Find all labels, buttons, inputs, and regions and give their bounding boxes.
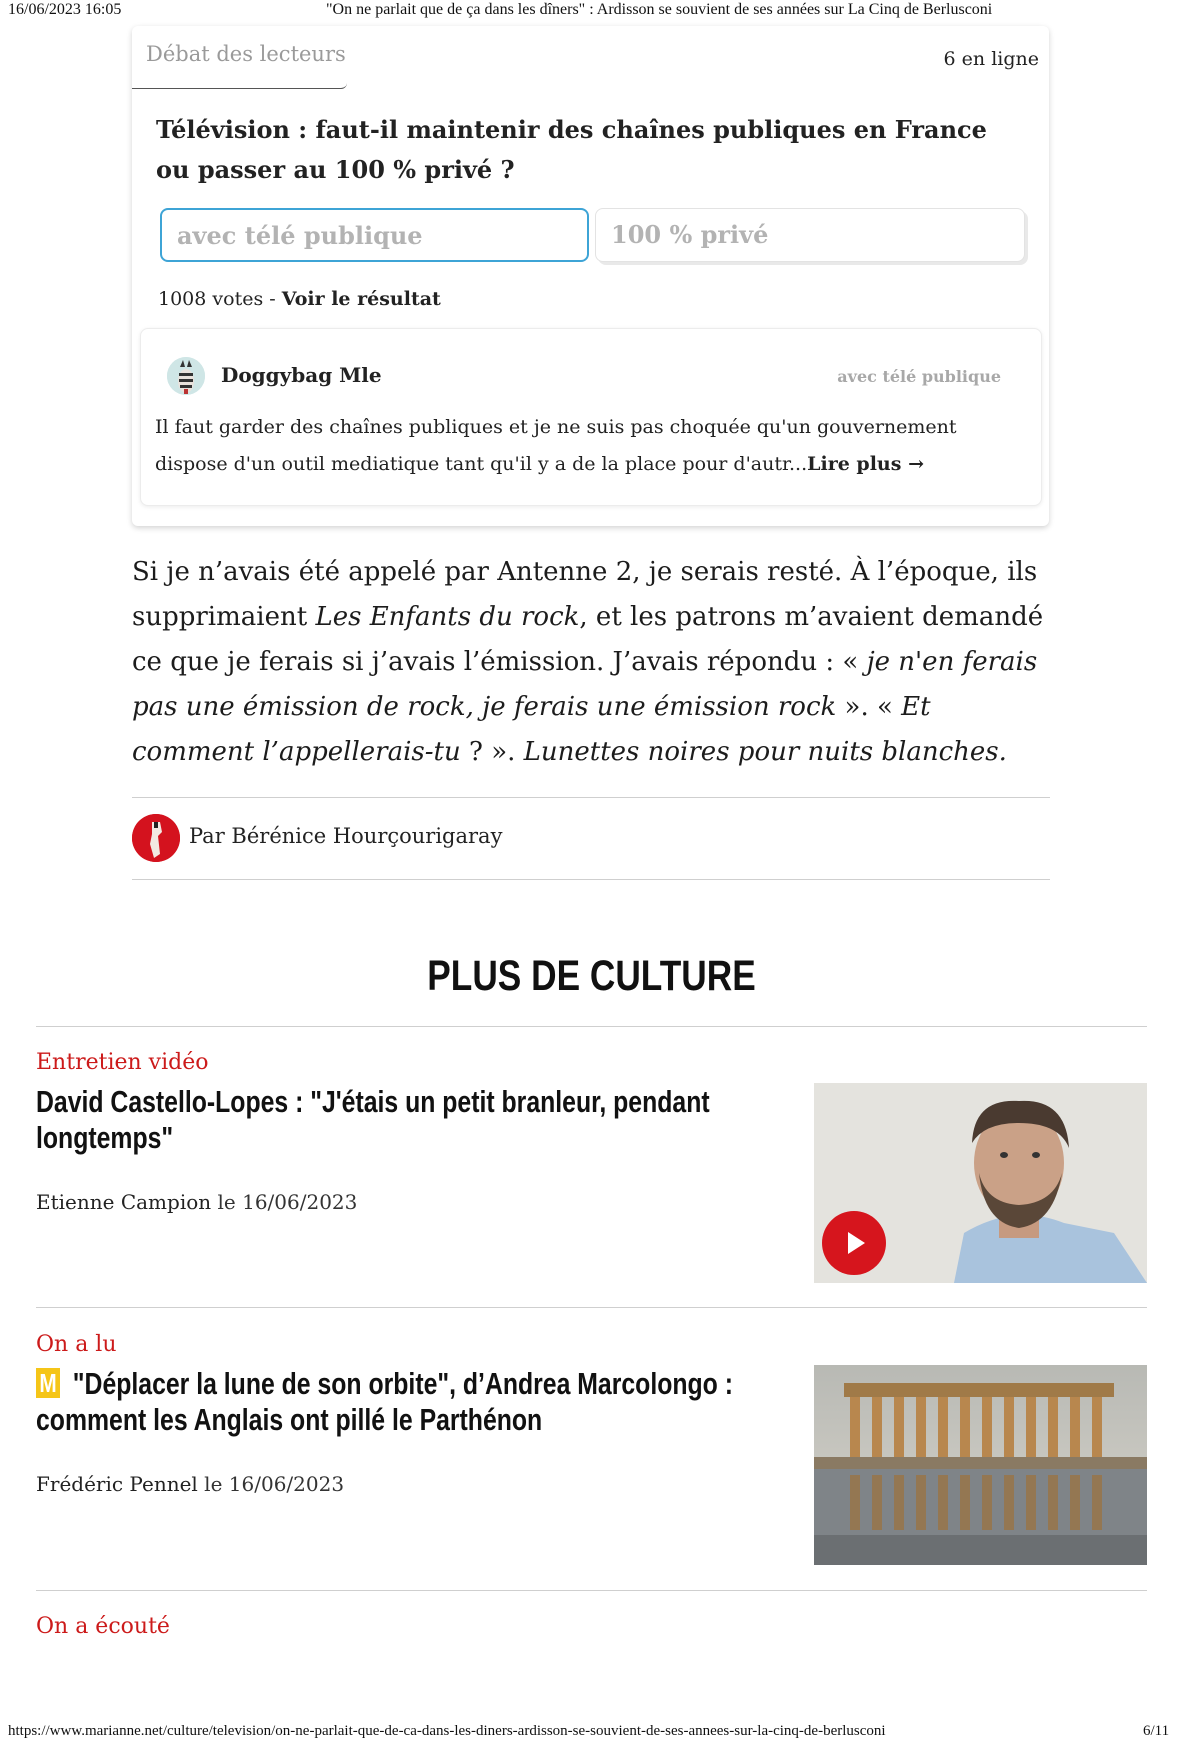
arrow-right-icon: →: [908, 453, 924, 475]
play-video-button[interactable]: [822, 1211, 886, 1275]
read-more-label: Lire plus: [807, 453, 902, 475]
article-text: , et les patrons m’avaient demandé ce que je ferais si j’avais l’émission. J’avais répondu : «: [132, 602, 1044, 677]
article-quote-italic: je n'en ferais pas une émission de rock, je ferais une émission rock: [132, 647, 1038, 722]
read-more-link[interactable]: [807, 453, 924, 475]
divider: [132, 879, 1050, 880]
article-show-title-italic: Lunettes noires pour nuits blanches.: [523, 737, 1007, 767]
online-count: 6 en ligne: [943, 48, 1039, 70]
zebra-avatar-icon: [167, 357, 205, 395]
card-headline-text: David Castello-Lopes : "J'étais un petit branleur, pendant longtemps": [36, 1084, 710, 1155]
debate-question: Télévision : faut-il maintenir des chaînes publiques en France ou passer au 100 % privé ?: [156, 115, 987, 184]
card-author[interactable]: Etienne Campion: [36, 1190, 212, 1214]
vote-count: [158, 288, 441, 310]
card-kicker: On a écouté: [36, 1614, 170, 1639]
card-thumbnail[interactable]: [814, 1365, 1147, 1565]
article-quote-italic: Et comment l’appellerais-tu: [132, 692, 931, 767]
card-headline-text: "Déplacer la lune de son orbite", d’Andrea Marcolongo : comment les Anglais ont pillé le Parthénon: [36, 1366, 733, 1437]
article-text: ». «: [836, 692, 902, 722]
divider: [36, 1307, 1147, 1308]
card-author[interactable]: Frédéric Pennel: [36, 1472, 198, 1496]
card-date: le 16/06/2023: [197, 1472, 345, 1496]
debate-tab[interactable]: [132, 26, 347, 89]
debate-tab-label: Débat des lecteurs: [146, 42, 346, 66]
commenter-avatar: [167, 357, 205, 395]
vote-count-text: 1008 votes -: [158, 288, 282, 310]
article-card[interactable]: [36, 1332, 1147, 1572]
author-avatar: [132, 814, 180, 862]
parthenon-photo: [814, 1365, 1147, 1565]
author-portrait-icon: [132, 814, 180, 862]
article-text: ? ».: [460, 737, 524, 767]
author-byline[interactable]: [132, 814, 732, 864]
comment-text: [155, 409, 1035, 483]
vote-option-public-tv[interactable]: avec télé publique: [160, 208, 589, 262]
article-paragraph: [132, 550, 1052, 775]
card-headline[interactable]: [36, 1084, 772, 1156]
card-meta: [36, 1190, 357, 1214]
author-name: Par Bérénice Hourçourigaray: [189, 824, 503, 848]
marianne-premium-badge-icon: M: [36, 1368, 60, 1398]
print-datetime: 16/06/2023 16:05: [8, 1, 122, 18]
commenter-name[interactable]: Doggybag Mle: [221, 363, 382, 387]
card-headline[interactable]: [36, 1366, 764, 1438]
divider: [36, 1590, 1147, 1591]
see-result-link[interactable]: Voir le résultat: [281, 288, 441, 310]
reader-debate-widget: [132, 26, 1049, 526]
article-card[interactable]: [36, 1614, 1147, 1674]
article-text-italic: Les Enfants du rock: [315, 602, 580, 632]
card-kicker: Entretien vidéo: [36, 1050, 209, 1075]
divider: [36, 1026, 1147, 1027]
card-kicker: On a lu: [36, 1332, 117, 1357]
print-page-number: 6/11: [1143, 1723, 1170, 1739]
commenter-stance: avec télé publique: [837, 367, 1001, 386]
comment-body: Il faut garder des chaînes publiques et je ne suis pas choquée qu'un gouvernement dispose d'un outil mediatique tant qu'il y a de la place pour d'autr...: [155, 416, 957, 475]
print-header: [0, 0, 1200, 22]
article-card[interactable]: [36, 1050, 1147, 1285]
section-title: PLUS DE CULTURE: [427, 952, 756, 1000]
card-thumbnail[interactable]: [814, 1083, 1147, 1283]
print-footer: [0, 1722, 1200, 1746]
divider: [132, 797, 1050, 798]
card-meta: [36, 1472, 344, 1496]
print-page-title: "On ne parlait que de ça dans les dîners" : Ardisson se souvient de ses années sur La Cinq de Berlusconi: [326, 1, 993, 18]
featured-comment: [140, 328, 1042, 506]
vote-option-private[interactable]: 100 % privé: [595, 208, 1025, 262]
card-date: le 16/06/2023: [211, 1190, 358, 1214]
article-text: Si je n’avais été appelé par Antenne 2, je serais resté. À l’époque, ils supprimaient: [132, 557, 1038, 632]
print-url: https://www.marianne.net/culture/television/on-ne-parlait-que-de-ca-dans-les-diners-ardisson-se-souvient-de-ses-annees-sur-la-cinq-de-berlusconi: [8, 1723, 886, 1739]
